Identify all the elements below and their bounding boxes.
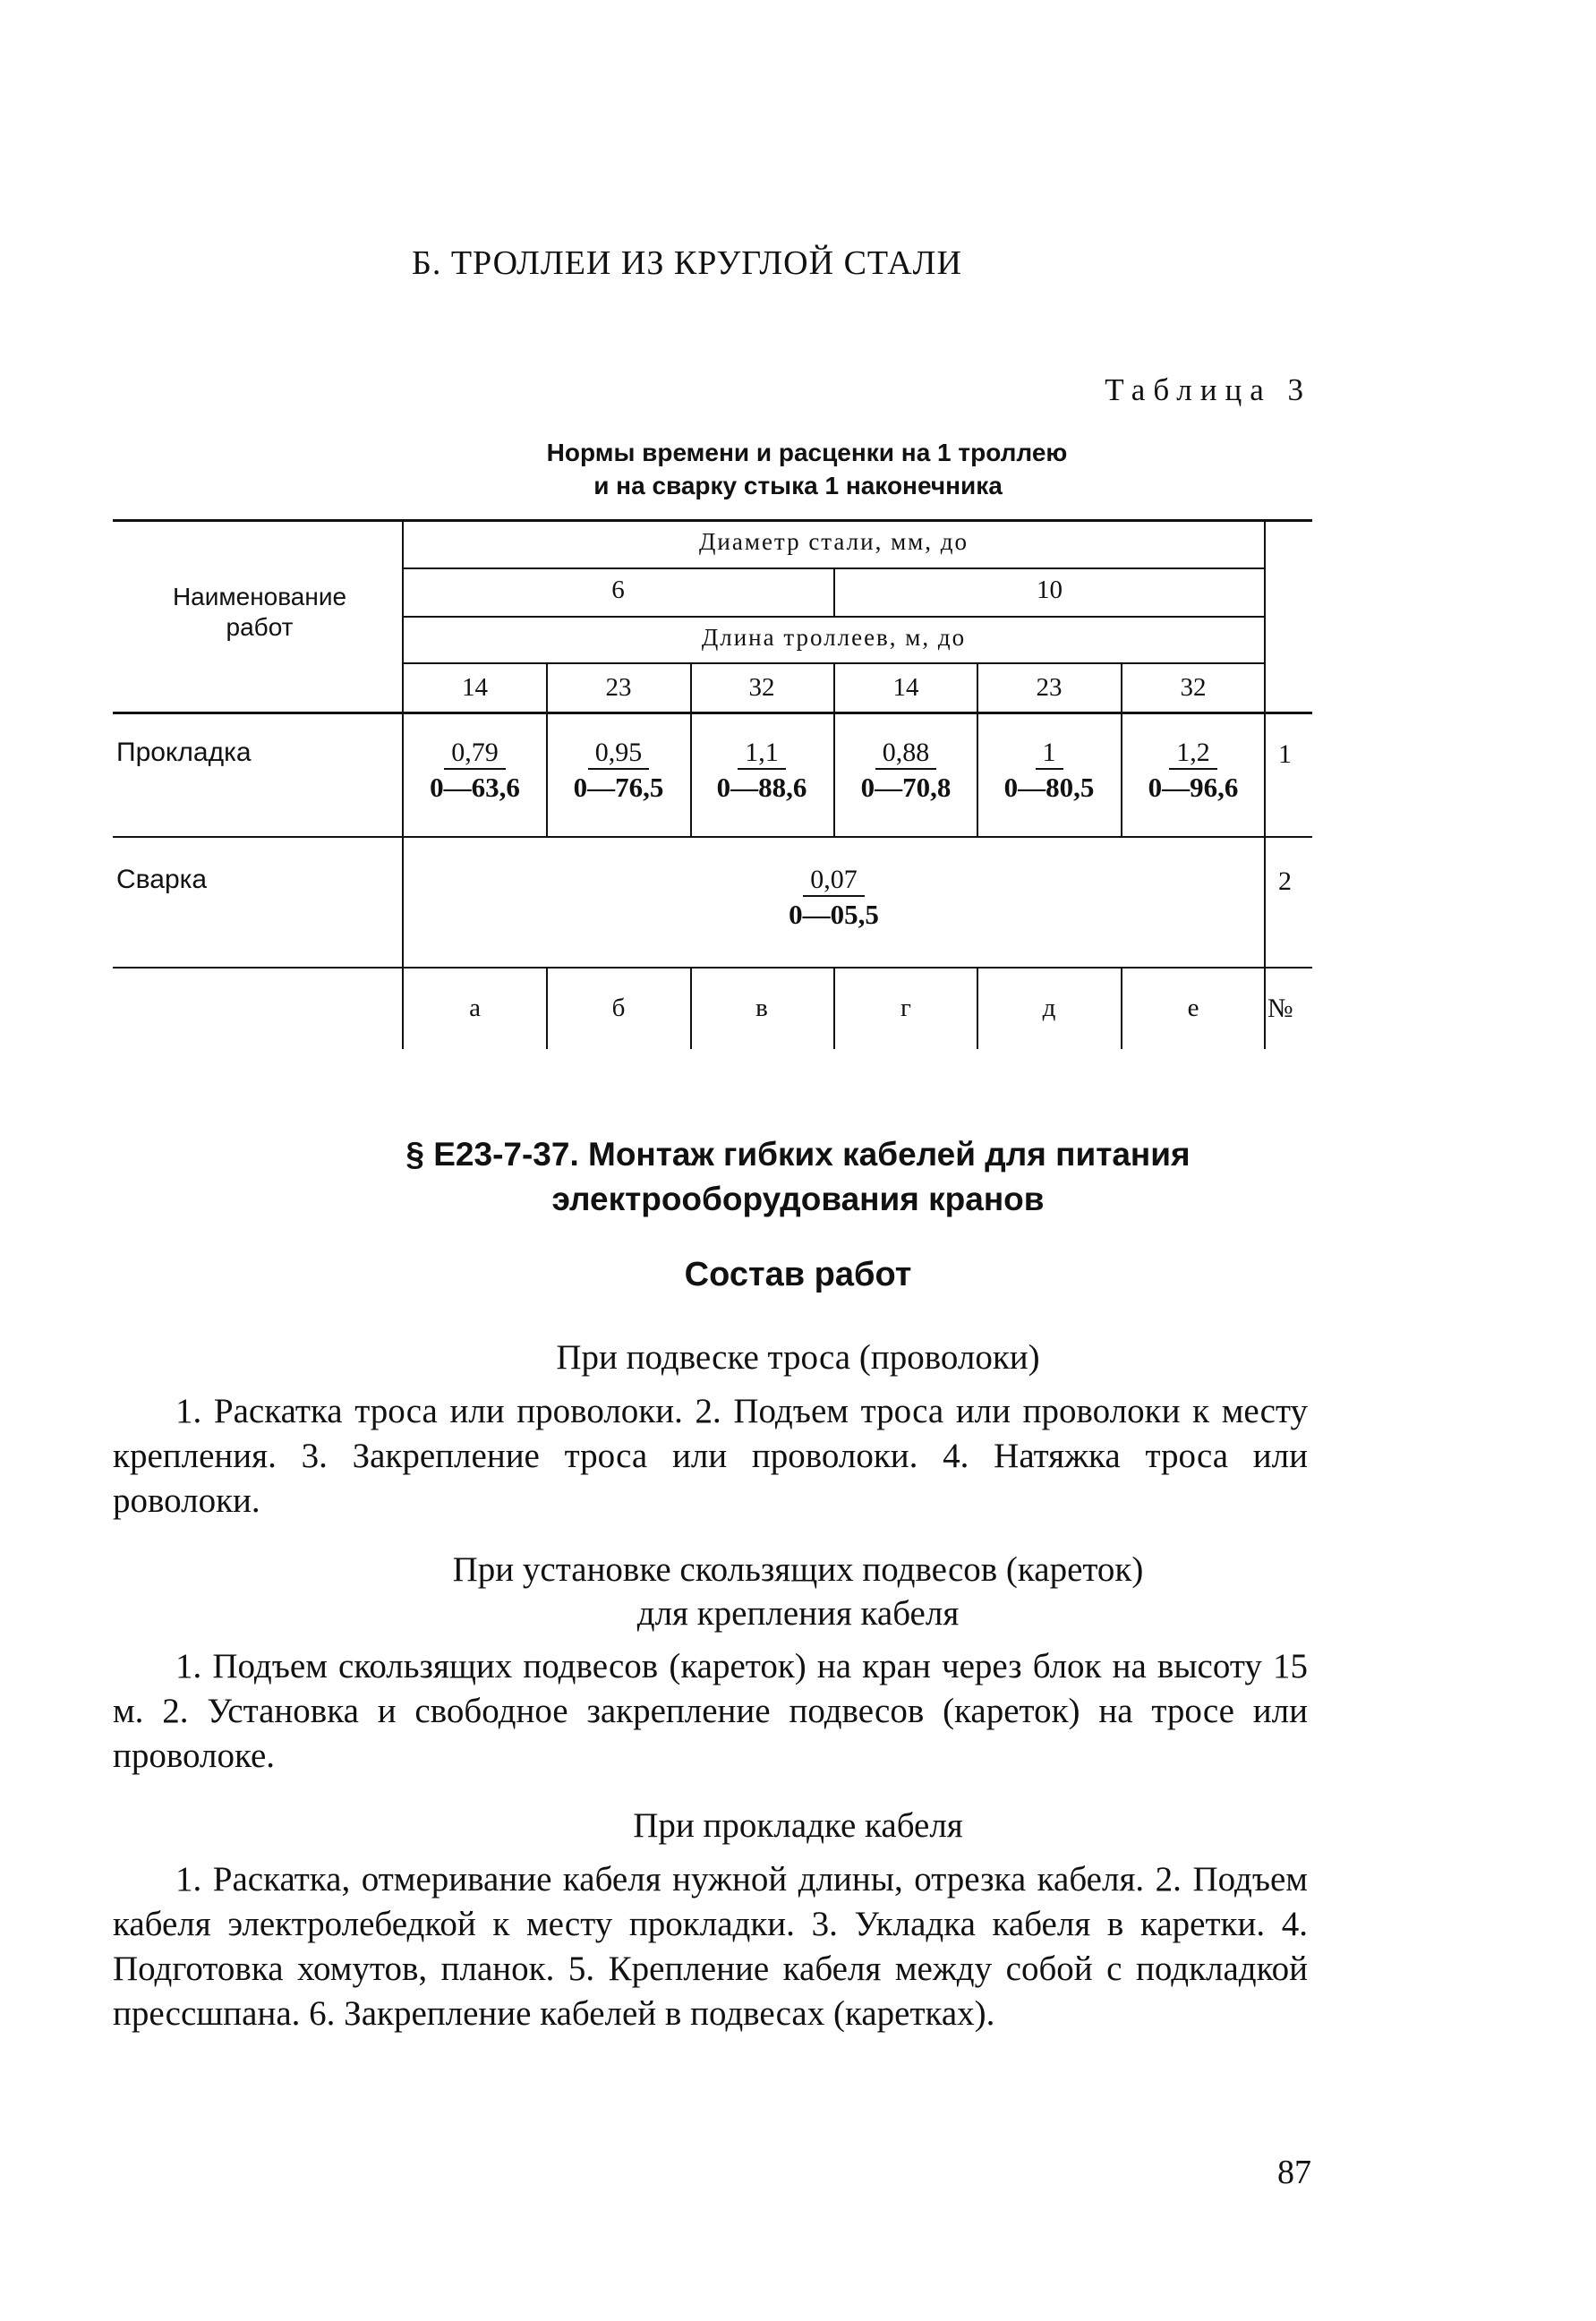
paragraph-heading-line1: § Е23-7-37. Монтаж гибких кабелей для питания: [405, 1136, 1191, 1173]
table-caption-line2: и на сварку стыка 1 наконечника: [593, 472, 1003, 499]
table-rule: [113, 967, 1312, 969]
header-work-name: Наименование работ: [172, 583, 347, 641]
value-cell-merged: [403, 865, 1265, 933]
row-label-laying: Прокладка: [116, 738, 252, 767]
time-norm: 0,95: [588, 738, 650, 770]
value-cell-e: [977, 738, 1121, 806]
header-length-col-a: 14: [462, 673, 488, 702]
time-norm: 0,79: [444, 738, 506, 770]
section-text-cable-hanging: 1. Раскатка троса или проволоки. 2. Подъем троса или проволоки к месту крепления. 3. Закрепление троса или проволоки. 4. Натяжка троса или роволоки.: [113, 1392, 1308, 1520]
rate: 0—80,5: [1003, 772, 1095, 803]
header-length: Длина троллеев, м, до: [701, 624, 967, 651]
column-letter-c: в: [755, 994, 768, 1022]
table-rule: [113, 836, 1312, 838]
paragraph-heading-line2: электрооборудования кранов: [551, 1181, 1045, 1217]
section-title-cable-laying: При прокладке кабеля: [633, 1806, 963, 1845]
rate: 0—76,5: [573, 772, 664, 803]
value-cell-c: [690, 738, 833, 806]
rate: 0—88,6: [716, 772, 807, 803]
value-cell-d: [834, 738, 977, 806]
row-number-1: 1: [1278, 739, 1292, 769]
header-length-col-d: 14: [892, 673, 919, 702]
rate: 0—70,8: [860, 772, 952, 803]
value-cell-f: [1122, 738, 1265, 806]
time-norm: 1,1: [738, 738, 786, 770]
composition-heading: Состав работ: [684, 1256, 912, 1293]
table-caption-line1: Нормы времени и расценки на 1 троллею: [546, 439, 1068, 466]
value-cell-a: [403, 738, 547, 806]
column-letter-a: а: [469, 994, 481, 1022]
number-sign: №: [1267, 994, 1293, 1023]
header-length-col-b: 23: [605, 673, 632, 702]
header-diameter-6: 6: [611, 576, 625, 604]
header-length-col-c: 32: [748, 673, 775, 702]
header-diameter: Диаметр стали, мм, до: [699, 528, 969, 555]
table-rule: [113, 519, 1312, 522]
rate: 0—96,6: [1148, 772, 1239, 803]
rate: 0—63,6: [430, 772, 520, 803]
column-letter-e: д: [1042, 994, 1056, 1022]
table-rule: [113, 712, 1312, 714]
column-letter-d: г: [900, 994, 911, 1022]
row-number-2: 2: [1278, 866, 1292, 896]
header-length-col-f: 32: [1180, 673, 1207, 702]
header-length-col-e: 23: [1036, 673, 1063, 702]
time-norm: 1,2: [1169, 738, 1217, 770]
section-title-cable-hanging: При подвеске троса (проволоки): [556, 1338, 1040, 1377]
section-text-hangers: 1. Подъем скользящих подвесов (кареток) на кран через блок на высоту 15 м. 2. Установка и свободное закрепление подвесов (кареток) на тросе или проволоке.: [113, 1647, 1308, 1775]
time-norm: 0,88: [875, 738, 937, 770]
section-title: Б. ТРОЛЛЕИ ИЗ КРУГЛОЙ СТАЛИ: [412, 244, 962, 282]
rate: 0—05,5: [789, 899, 879, 930]
value-cell-b: [547, 738, 690, 806]
column-letter-b: б: [611, 994, 626, 1022]
column-letter-f: е: [1187, 994, 1199, 1022]
section-title-hangers: При установке скользящих подвесов (кареток) для крепления кабеля: [452, 1550, 1144, 1633]
page-number: 87: [1277, 2154, 1311, 2191]
time-norm: 1: [1036, 738, 1063, 770]
header-diameter-10: 10: [1037, 576, 1063, 604]
time-norm: 0,07: [803, 865, 865, 897]
row-label-welding: Сварка: [116, 865, 208, 894]
table-number: Таблица 3: [1105, 372, 1311, 407]
table-rule: [403, 616, 1265, 618]
section-text-cable-laying: 1. Раскатка, отмеривание кабеля нужной длины, отрезка кабеля. 2. Подъем кабеля электролебедкой к месту прокладки. 3. Укладка кабеля в каретки. 4. Подготовка хомутов, планок. 5. Крепление кабеля между собой с подкладкой прессшпана. 6. Закрепление кабелей в подвесах (каретках).: [113, 1860, 1308, 2033]
